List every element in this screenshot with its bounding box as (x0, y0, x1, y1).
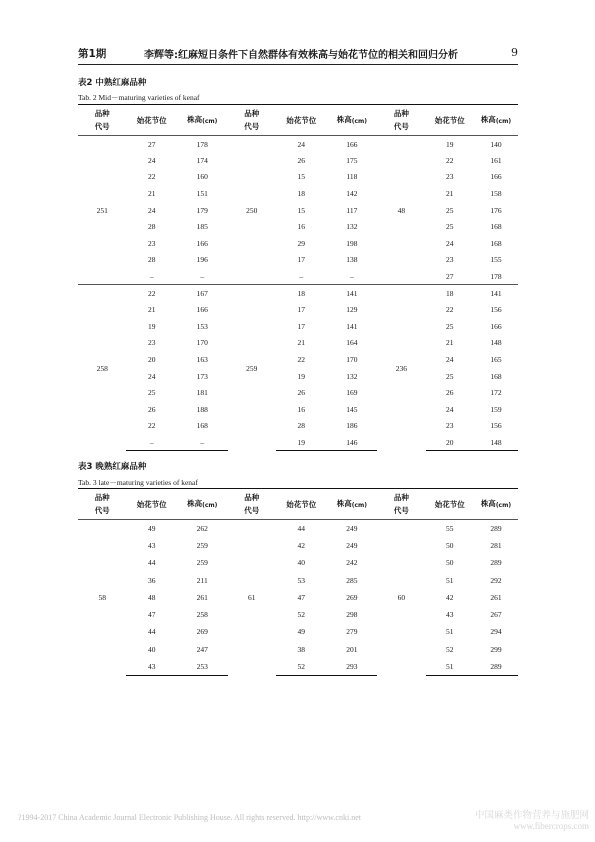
flower-node-cell: 19 (426, 136, 474, 153)
table-row (78, 641, 518, 658)
col-header-height: 株高(cm) (187, 114, 218, 125)
flower-node-cell: 44 (276, 520, 327, 537)
table-row (78, 285, 518, 302)
col-header-node: 始花节位 (434, 115, 465, 125)
table2-caption-cn: 表2 中熟红麻品种 (78, 78, 147, 88)
variety-code-cell: 60 (377, 520, 425, 676)
flower-node-cell: 20 (426, 434, 474, 451)
flower-node-cell: 21 (147, 189, 156, 199)
table-row (78, 169, 518, 186)
plant-height-cell: 285 (346, 575, 358, 585)
table-row (78, 152, 518, 169)
flower-node-cell: 42 (297, 540, 306, 550)
flower-node-cell: 25 (445, 222, 454, 232)
watermark-url: www.fibercrops.com (513, 821, 589, 831)
table-row (78, 384, 518, 401)
plant-height-cell: 175 (346, 155, 358, 165)
col-header-height: 株高(cm) (187, 498, 218, 509)
plant-height-cell: 168 (196, 421, 208, 431)
plant-height-cell: 253 (177, 658, 228, 675)
plant-height-cell: – (349, 271, 354, 281)
plant-height-cell: 145 (346, 404, 358, 414)
flower-node-cell: 48 (147, 592, 156, 602)
flower-node-cell: 18 (297, 189, 306, 199)
plant-height-cell: 142 (346, 189, 358, 199)
flower-node-cell: 38 (297, 644, 306, 654)
col-header-node: 始花节位 (136, 499, 167, 509)
flower-node-cell: 18 (276, 285, 327, 302)
table-row (78, 268, 518, 285)
table-row (78, 589, 518, 606)
plant-height-cell: 117 (346, 205, 358, 215)
table-header-row (78, 489, 518, 520)
plant-height-cell: 158 (490, 189, 502, 199)
table-row (78, 218, 518, 235)
plant-height-cell: 168 (490, 371, 502, 381)
table-row (78, 520, 518, 537)
flower-node-cell: 43 (445, 610, 454, 620)
plant-height-cell: 165 (490, 355, 502, 365)
col-header-variety: 品种 代号 (94, 493, 110, 515)
plant-height-cell: 164 (346, 338, 358, 348)
flower-node-cell: 24 (147, 371, 156, 381)
page-footer (0, 811, 595, 831)
flower-node-cell: 44 (147, 558, 156, 568)
col-header-variety: 品种 代号 (244, 109, 260, 131)
flower-node-cell: 22 (147, 421, 156, 431)
table-row (78, 368, 518, 385)
plant-height-cell: 173 (196, 371, 208, 381)
flower-node-cell: 50 (445, 540, 454, 550)
plant-height-cell: 196 (196, 255, 208, 265)
plant-height-cell: 168 (490, 222, 502, 232)
plant-height-cell: 140 (474, 136, 518, 153)
flower-node-cell: 28 (297, 421, 306, 431)
flower-node-cell: 43 (126, 658, 177, 675)
variety-code-cell: 250 (228, 136, 276, 285)
plant-height-cell: 269 (196, 627, 208, 637)
plant-height-cell: 269 (346, 592, 358, 602)
plant-height-cell: 294 (490, 627, 502, 637)
plant-height-cell: 170 (346, 355, 358, 365)
flower-node-cell: – (299, 271, 304, 281)
plant-height-cell: 163 (196, 355, 208, 365)
plant-height-cell: 293 (327, 658, 378, 675)
plant-height-cell: 118 (346, 172, 358, 182)
plant-height-cell: 261 (490, 592, 502, 602)
plant-height-cell: 259 (196, 540, 208, 550)
flower-node-cell: 21 (297, 338, 306, 348)
plant-height-cell: 156 (490, 305, 502, 315)
variety-code-cell: 61 (228, 520, 276, 676)
flower-node-cell: 17 (297, 321, 306, 331)
table-row (78, 434, 518, 451)
col-header-height: 株高(cm) (480, 498, 512, 509)
plant-height-cell: 299 (490, 644, 502, 654)
flower-node-cell: 19 (147, 321, 156, 331)
flower-node-cell: 26 (147, 404, 156, 414)
flower-node-cell: 52 (445, 644, 454, 654)
flower-node-cell: 40 (297, 558, 306, 568)
flower-node-cell: 24 (147, 205, 156, 215)
variety-code-cell: 259 (228, 285, 276, 451)
col-header-node: 始花节位 (136, 115, 167, 125)
plant-height-cell: 146 (327, 434, 378, 451)
variety-code-cell: 58 (78, 520, 126, 676)
flower-node-cell: 15 (297, 205, 306, 215)
flower-node-cell: 49 (126, 520, 177, 537)
plant-height-cell: 292 (490, 575, 502, 585)
plant-height-cell: 249 (327, 520, 378, 537)
flower-node-cell: 52 (297, 610, 306, 620)
plant-height-cell: 170 (196, 338, 208, 348)
flower-node-cell: 51 (445, 575, 454, 585)
plant-height-cell: 172 (490, 388, 502, 398)
flower-node-cell: 24 (445, 404, 454, 414)
copyright-notice: ?1994-2017 China Academic Journal Electronic Publishing House. All rights reserved. http://www.cnki.net (18, 813, 361, 822)
plant-height-cell: 153 (196, 321, 208, 331)
col-header-height: 株高(cm) (480, 114, 512, 125)
flower-node-cell: 28 (147, 255, 156, 265)
flower-node-cell: 16 (297, 404, 306, 414)
flower-node-cell: 44 (147, 627, 156, 637)
table-row (78, 202, 518, 219)
flower-node-cell: 19 (297, 371, 306, 381)
table-row (78, 351, 518, 368)
plant-height-cell: 148 (490, 338, 502, 348)
plant-height-cell: 201 (346, 644, 358, 654)
flower-node-cell: 16 (297, 222, 306, 232)
col-header-variety: 品种 代号 (244, 493, 260, 515)
watermark-text: 中国麻类作物营养与施肥网 (474, 810, 589, 821)
flower-node-cell: 23 (147, 338, 156, 348)
running-header (78, 44, 518, 65)
flower-node-cell: 43 (147, 540, 156, 550)
table-row (78, 318, 518, 335)
flower-node-cell: 52 (276, 658, 327, 675)
table-row (78, 301, 518, 318)
flower-node-cell: 26 (297, 388, 306, 398)
col-header-variety: 品种 代号 (393, 493, 409, 515)
plant-height-cell: 178 (177, 136, 228, 153)
page-number: 9 (511, 46, 518, 59)
flower-node-cell: 29 (297, 238, 306, 248)
plant-height-cell: 166 (196, 238, 208, 248)
table-row (78, 252, 518, 269)
plant-height-cell: 166 (490, 321, 502, 331)
flower-node-cell: 49 (297, 627, 306, 637)
flower-node-cell: 25 (445, 321, 454, 331)
plant-height-cell: 186 (346, 421, 358, 431)
flower-node-cell: 22 (445, 305, 454, 315)
flower-node-cell: 22 (297, 355, 306, 365)
table-row (78, 185, 518, 202)
flower-node-cell: 27 (126, 136, 177, 153)
plant-height-cell: 132 (346, 222, 358, 232)
col-header-variety: 品种 代号 (94, 109, 110, 131)
table-row (78, 235, 518, 252)
table-row (78, 335, 518, 352)
plant-height-cell: 151 (196, 189, 208, 199)
plant-height-cell: 262 (177, 520, 228, 537)
flower-node-cell: – (149, 271, 154, 281)
plant-height-cell: 261 (196, 592, 208, 602)
flower-node-cell: 17 (297, 255, 306, 265)
issue-number: 第1期 (78, 48, 107, 60)
plant-height-cell: 176 (490, 205, 502, 215)
flower-node-cell: 50 (445, 558, 454, 568)
plant-height-cell: 198 (346, 238, 358, 248)
flower-node-cell: 26 (297, 155, 306, 165)
flower-node-cell: 53 (297, 575, 306, 585)
plant-height-cell: 242 (346, 558, 358, 568)
table3-caption-cn: 表3 晚熟红麻品种 (78, 462, 147, 472)
plant-height-cell: 267 (490, 610, 502, 620)
flower-node-cell: 21 (445, 338, 454, 348)
plant-height-cell: 166 (196, 305, 208, 315)
variety-code-cell: 251 (78, 136, 126, 285)
running-title: 李辉等:红麻短日条件下自然群体有效株高与始花节位的相关和回归分析 (144, 50, 458, 61)
flower-node-cell: 25 (445, 205, 454, 215)
flower-node-cell: 36 (147, 575, 156, 585)
plant-height-cell: 178 (490, 271, 502, 281)
flower-node-cell: 24 (147, 155, 156, 165)
plant-height-cell: 166 (327, 136, 378, 153)
plant-height-cell: 249 (346, 540, 358, 550)
plant-height-cell: 174 (196, 155, 208, 165)
flower-node-cell: 18 (426, 285, 474, 302)
variety-code-cell: 48 (377, 136, 425, 285)
plant-height-cell: 148 (474, 434, 518, 451)
plant-height-cell: 279 (346, 627, 358, 637)
col-header-node: 始花节位 (286, 499, 317, 509)
plant-height-cell: – (200, 271, 205, 281)
plant-height-cell: 289 (490, 558, 502, 568)
flower-node-cell: 19 (276, 434, 327, 451)
flower-node-cell: 51 (426, 658, 474, 675)
plant-height-cell: 298 (346, 610, 358, 620)
plant-height-cell: 141 (327, 285, 378, 302)
flower-node-cell: 47 (147, 610, 156, 620)
col-header-node: 始花节位 (286, 115, 317, 125)
table-row (78, 401, 518, 418)
table-row (78, 537, 518, 554)
flower-node-cell: 24 (276, 136, 327, 153)
flower-node-cell: 51 (445, 627, 454, 637)
table-row (78, 554, 518, 571)
plant-height-cell: 132 (346, 371, 358, 381)
plant-height-cell: 169 (346, 388, 358, 398)
plant-height-cell: 129 (346, 305, 358, 315)
col-header-variety: 品种 代号 (393, 109, 409, 131)
plant-height-cell: 138 (346, 255, 358, 265)
plant-height-cell: – (177, 434, 228, 451)
flower-node-cell: 21 (147, 305, 156, 315)
variety-code-cell: 236 (377, 285, 425, 451)
flower-node-cell: 20 (147, 355, 156, 365)
flower-node-cell: 40 (147, 644, 156, 654)
flower-node-cell: 25 (445, 371, 454, 381)
plant-height-cell: 141 (346, 321, 358, 331)
col-header-height: 株高(cm) (336, 114, 367, 125)
plant-height-cell: 166 (490, 172, 502, 182)
flower-node-cell: 23 (445, 172, 454, 182)
table-row (78, 623, 518, 640)
table-row (78, 571, 518, 588)
plant-height-cell: 156 (490, 421, 502, 431)
flower-node-cell: 23 (445, 421, 454, 431)
plant-height-cell: 185 (196, 222, 208, 232)
table-row (78, 418, 518, 435)
flower-node-cell: 21 (445, 189, 454, 199)
flower-node-cell: 23 (147, 238, 156, 248)
plant-height-cell: 167 (177, 285, 228, 302)
flower-node-cell: 23 (445, 255, 454, 265)
variety-code-cell: 258 (78, 285, 126, 451)
flower-node-cell: 22 (126, 285, 177, 302)
plant-height-cell: 181 (196, 388, 208, 398)
table3-caption-en: Tab. 3 late－maturing varieties of kenaf (78, 478, 198, 487)
table-header-row (78, 105, 518, 136)
plant-height-cell: 188 (196, 404, 208, 414)
plant-height-cell: 289 (474, 658, 518, 675)
flower-node-cell: 27 (445, 271, 454, 281)
flower-node-cell: 24 (445, 238, 454, 248)
col-header-height: 株高(cm) (336, 498, 367, 509)
flower-node-cell: 22 (445, 155, 454, 165)
table3 (78, 488, 518, 676)
flower-node-cell: 24 (445, 355, 454, 365)
plant-height-cell: 211 (196, 575, 208, 585)
flower-node-cell: 47 (297, 592, 306, 602)
flower-node-cell: 17 (297, 305, 306, 315)
plant-height-cell: 141 (474, 285, 518, 302)
flower-node-cell: 55 (426, 520, 474, 537)
plant-height-cell: 168 (490, 238, 502, 248)
flower-node-cell: 26 (445, 388, 454, 398)
flower-node-cell: 25 (147, 388, 156, 398)
plant-height-cell: 247 (196, 644, 208, 654)
table2-caption-en: Tab. 2 Mid－maturing varieties of kenaf (78, 93, 200, 102)
table2 (78, 104, 518, 451)
plant-height-cell: 259 (196, 558, 208, 568)
table-row (78, 136, 518, 153)
table-row (78, 658, 518, 675)
plant-height-cell: 159 (490, 404, 502, 414)
flower-node-cell: – (126, 434, 177, 451)
plant-height-cell: 160 (196, 172, 208, 182)
plant-height-cell: 155 (490, 255, 502, 265)
plant-height-cell: 289 (474, 520, 518, 537)
flower-node-cell: 15 (297, 172, 306, 182)
flower-node-cell: 42 (445, 592, 454, 602)
table-row (78, 606, 518, 623)
plant-height-cell: 258 (196, 610, 208, 620)
flower-node-cell: 28 (147, 222, 156, 232)
flower-node-cell: 22 (147, 172, 156, 182)
plant-height-cell: 179 (196, 205, 208, 215)
plant-height-cell: 161 (490, 155, 502, 165)
plant-height-cell: 281 (490, 540, 502, 550)
col-header-node: 始花节位 (434, 499, 465, 509)
